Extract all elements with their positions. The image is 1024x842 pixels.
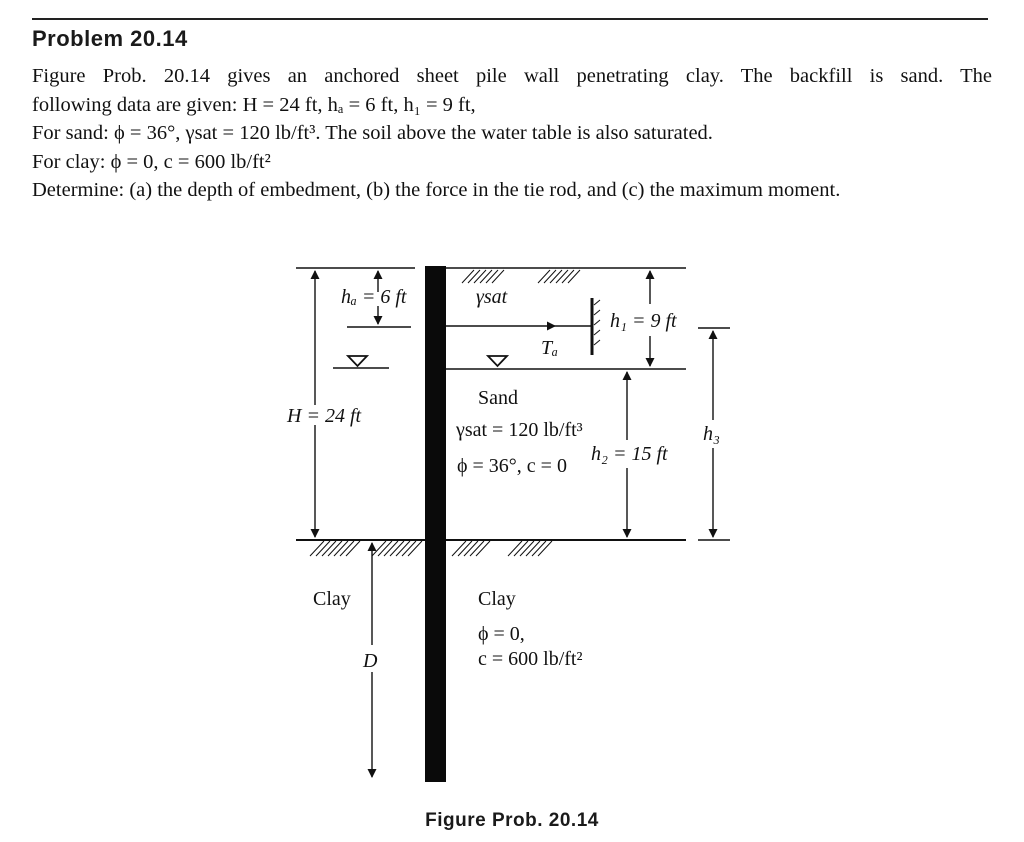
statement-line-4: For clay: ϕ = 0, c = 600 lb/ft²: [32, 150, 271, 173]
h3-label: h₃: [703, 423, 720, 445]
h2-label: h₂ = 15 ft: [591, 443, 668, 465]
clay-right-phi-label: ϕ = 0,: [478, 623, 525, 645]
anchor-hatch: [594, 300, 600, 345]
gamma-sat-label: γsat: [476, 286, 508, 308]
statement-line-2: following data are given: H = 24 ft, hₐ = 6 ft, h₁ = 9 ft,: [32, 93, 476, 116]
figure-caption: Figure Prob. 20.14: [425, 810, 599, 831]
right-water-table-icon: [488, 356, 507, 366]
tie-force-label: Tₐ: [541, 337, 558, 359]
statement-line-1: Figure Prob. 20.14 gives an anchored sheet pile wall penetrating clay. The backfill is sand. The: [32, 65, 992, 87]
top-soil-hatch: [462, 270, 580, 283]
sheet-pile-wall: [425, 266, 446, 782]
h1-label: h₁ = 9 ft: [610, 310, 677, 332]
sand-friction-label: ϕ = 36°, c = 0: [457, 455, 567, 477]
D-label: D: [363, 650, 378, 672]
statement-line-3: For sand: ϕ = 36°, γsat = 120 lb/ft³. The soil above the water table is also saturated.: [32, 122, 713, 144]
sand-title-label: Sand: [478, 387, 518, 409]
clay-right-title-label: Clay: [478, 588, 516, 610]
sand-unit-weight-label: γsat = 120 lb/ft³: [456, 419, 583, 441]
clay-left-label: Clay: [313, 588, 351, 610]
left-water-table-icon: [348, 356, 367, 366]
statement-line-5: Determine: (a) the depth of embedment, (b) the force in the tie rod, and (c) the maximum moment.: [32, 179, 841, 201]
clay-right-cohesion-label: c = 600 lb/ft²: [478, 648, 583, 670]
ha-label: hₐ = 6 ft: [341, 286, 407, 308]
H-label: H = 24 ft: [287, 405, 362, 427]
problem-title: Problem 20.14: [32, 26, 188, 51]
